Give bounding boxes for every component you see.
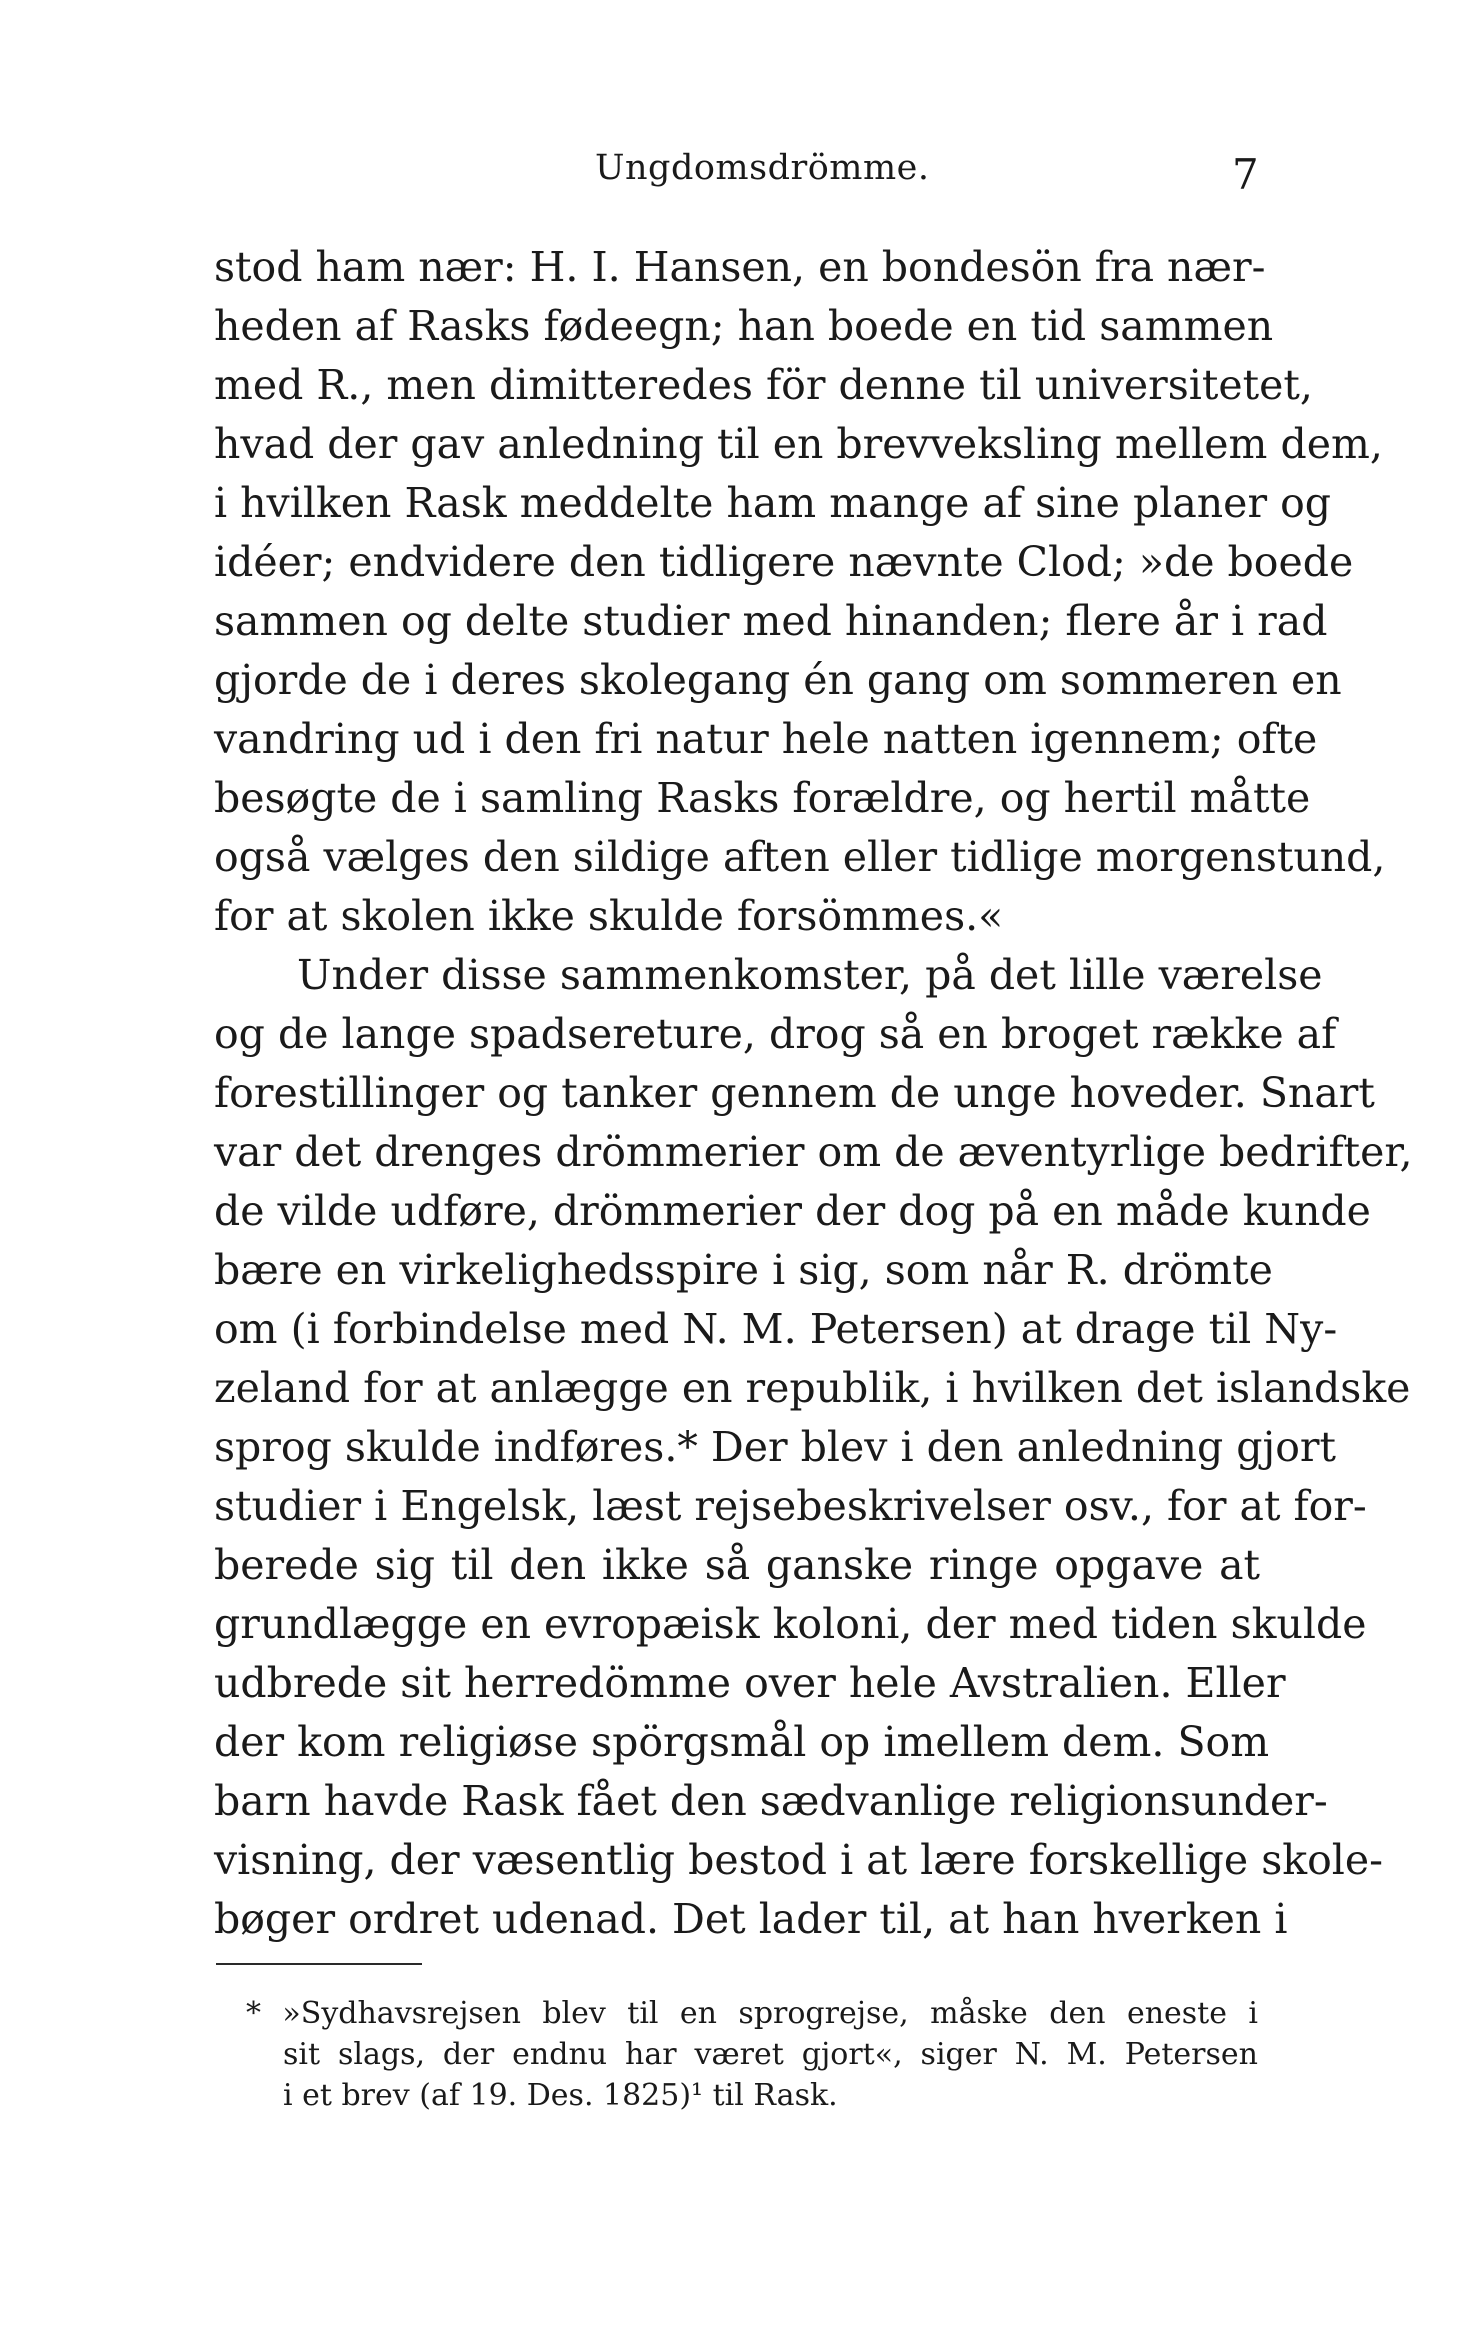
text-line: for at skolen ikke skulde forsömmes.«	[214, 892, 1004, 940]
text-line: idéer; endvidere den tidligere nævnte Clod; »de boede	[214, 538, 1354, 586]
text-line: hvad der gav anledning til en brevveksling mellem dem,	[214, 420, 1383, 468]
text-line: de vilde udføre, drömmerier der dog på en måde kunde	[214, 1187, 1371, 1235]
text-line: zeland for at anlægge en republik, i hvilken det islandske	[214, 1364, 1411, 1412]
text-line: stod ham nær: H. I. Hansen, en bondesön fra nær-	[214, 243, 1266, 291]
text-line: gjorde de i deres skolegang én gang om sommeren en	[214, 656, 1342, 704]
text-line: visning, der væsentlig bestod i at lære forskellige skole-	[214, 1836, 1384, 1884]
body-text	[214, 238, 1413, 1949]
text-line: og de lange spadsereture, drog så en broget række af	[214, 1010, 1337, 1058]
running-head: Ungdomsdrömme.	[595, 148, 930, 188]
text-line: bøger ordret udenad. Det lader til, at han hverken i	[214, 1895, 1288, 1943]
text-line: barn havde Rask fået den sædvanlige religionsunder-	[214, 1777, 1328, 1825]
paragraph-first-line: Under disse sammenkomster, på det lille værelse	[297, 951, 1323, 999]
text-line: besøgte de i samling Rasks forældre, og hertil måtte	[214, 774, 1311, 822]
text-line: grundlægge en evropæisk koloni, der med tiden skulde	[214, 1600, 1367, 1648]
footnote	[246, 1993, 1258, 2116]
footnote-line: sit slags, der endnu har været gjort«, siger N. M. Petersen	[283, 2037, 1258, 2072]
text-line: også vælges den sildige aften eller tidlige morgenstund,	[214, 833, 1386, 881]
text-line: forestillinger og tanker gennem de unge hoveder. Snart	[214, 1069, 1375, 1117]
text-line: var det drenges drömmerier om de æventyrlige bedrifter,	[214, 1128, 1413, 1176]
text-line: med R., men dimitteredes för denne til universitetet,	[214, 361, 1313, 409]
page-number: 7	[1232, 150, 1259, 199]
text-line: studier i Engelsk, læst rejsebeskrivelser osv., for at for-	[214, 1482, 1367, 1530]
text-line: om (i forbindelse med N. M. Petersen) at drage til Ny-	[214, 1305, 1338, 1353]
text-line: der kom religiøse spörgsmål op imellem dem. Som	[214, 1718, 1270, 1766]
text-line: udbrede sit herredömme over hele Avstralien. Eller	[214, 1659, 1286, 1707]
text-line: vandring ud i den fri natur hele natten igennem; ofte	[214, 715, 1318, 763]
text-line: bære en virkelighedsspire i sig, som når R. drömte	[214, 1246, 1273, 1294]
text-line: sprog skulde indføres.* Der blev i den anledning gjort	[214, 1423, 1336, 1471]
text-line: sammen og delte studier med hinanden; flere år i rad	[214, 597, 1328, 645]
footnote-line: * »Sydhavsrejsen blev til en sprogrejse, måske den eneste i	[246, 1996, 1258, 2031]
text-line: heden af Rasks fødeegn; han boede en tid sammen	[214, 302, 1274, 350]
text-line: berede sig til den ikke så ganske ringe opgave at	[214, 1541, 1260, 1589]
text-line: i hvilken Rask meddelte ham mange af sine planer og	[214, 479, 1332, 527]
footnote-line: i et brev (af 19. Des. 1825)¹ til Rask.	[283, 2078, 838, 2113]
footnote-rule	[216, 1963, 422, 1965]
